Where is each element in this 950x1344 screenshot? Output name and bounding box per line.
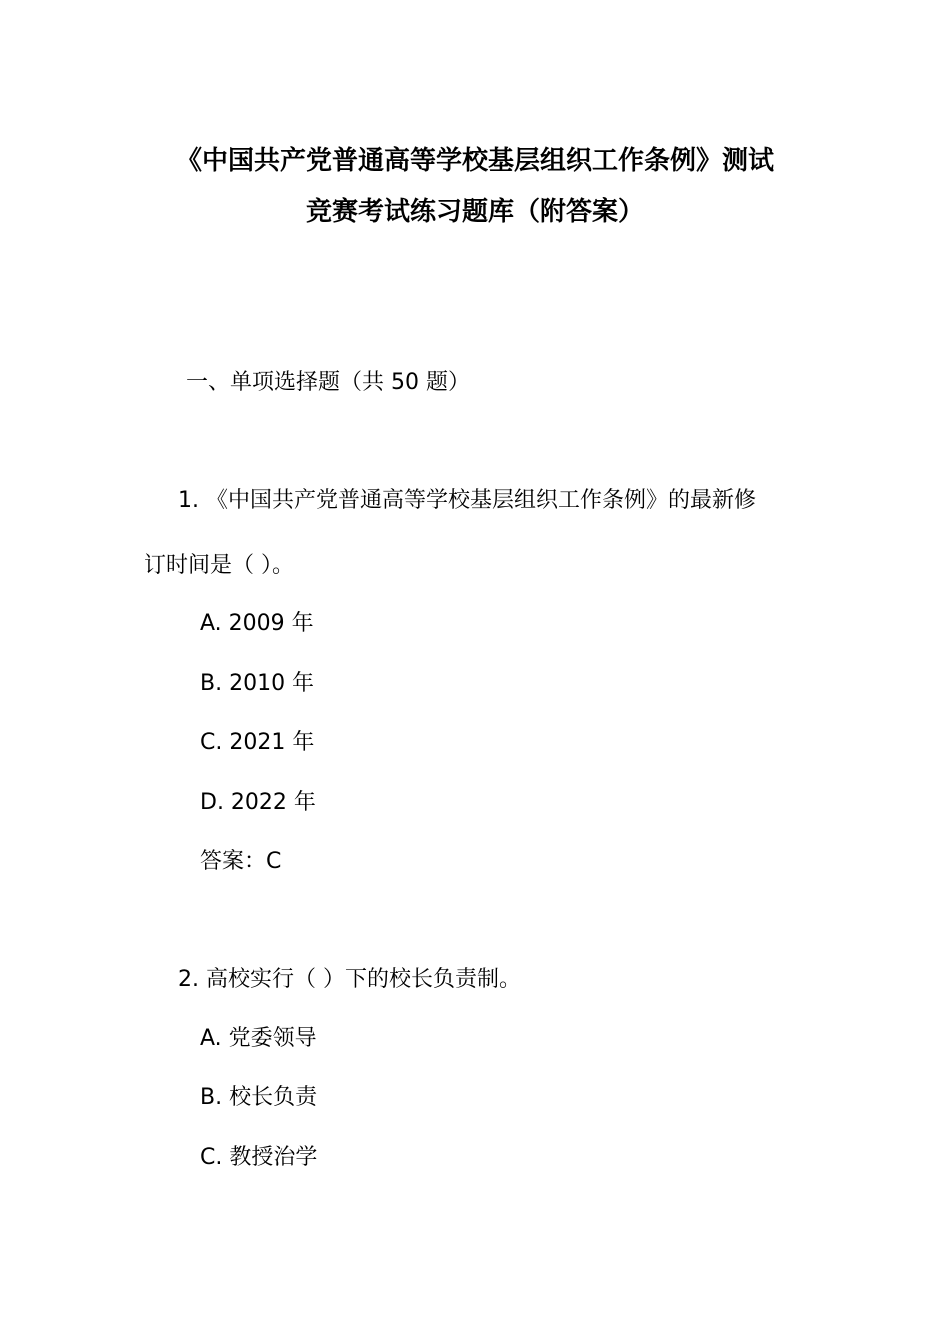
- question-1-stem-line-2: 订时间是（ ）。: [144, 553, 294, 578]
- section-heading: 一、单项选择题（共 50 题）: [186, 370, 470, 395]
- question-2-option-c: C. 教授治学: [200, 1145, 318, 1170]
- question-1-option-b: B. 2010 年: [200, 671, 315, 696]
- question-1-option-d: D. 2022 年: [200, 790, 316, 815]
- question-2-option-a: A. 党委领导: [200, 1026, 317, 1051]
- document-title-line-2: 竞赛考试练习题库（附答案）: [305, 197, 644, 227]
- question-1-answer: 答案：C: [200, 849, 282, 874]
- question-1-stem-line-1: 1. 《中国共产党普通高等学校基层组织工作条例》的最新修: [178, 488, 756, 513]
- question-1-option-a: A. 2009 年: [200, 611, 314, 636]
- question-1-option-c: C. 2021 年: [200, 730, 315, 755]
- question-2-option-b: B. 校长负责: [200, 1085, 318, 1110]
- document-title-line-1: 《中国共产党普通高等学校基层组织工作条例》测试: [175, 146, 774, 176]
- question-2-stem: 2. 高校实行（ ）下的校长负责制。: [178, 967, 521, 992]
